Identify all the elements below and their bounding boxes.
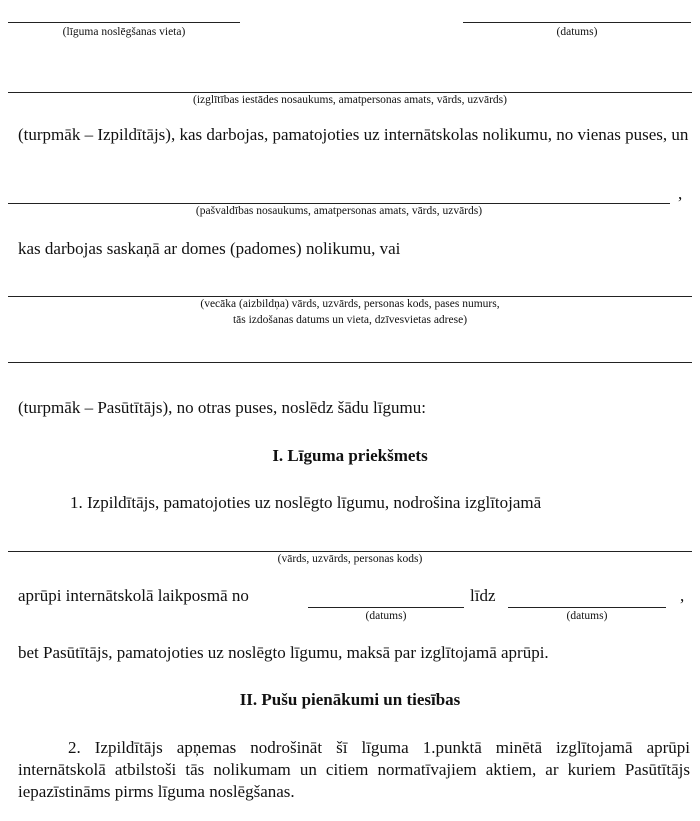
parent-line[interactable]: [8, 296, 692, 297]
place-caption: (līguma noslēgšanas vieta): [62, 26, 186, 38]
date-from-caption: (datums): [365, 610, 407, 622]
parent-caption-line1: (vecāka (aizbildņa) vārds, uzvārds, personas kods, pases numurs,: [200, 298, 500, 310]
point-2-paragraph: [18, 737, 690, 803]
section-2-heading: II. Pušu pienākumi un tiesības: [239, 690, 461, 709]
municipality-caption: (pašvaldības nosaukums, amatpersonas amats, vārds, uzvārds): [195, 205, 483, 217]
executor-paragraph: (turpmāk – Izpildītājs), kas darbojas, pamatojoties uz internātskolas nolikumu, no vienas puses, un: [18, 125, 689, 144]
customer-text: (turpmāk – Pasūtītājs), no otras puses, noslēdz šādu līgumu:: [18, 398, 426, 417]
point-1-text: 1. Izpildītājs, pamatojoties uz noslēgto līgumu, nodrošina izglītojamā: [70, 493, 542, 512]
comma-after-dates: ,: [680, 586, 685, 605]
pupil-caption: (vārds, uzvārds, personas kods): [277, 553, 423, 565]
parent-address-line[interactable]: [8, 362, 692, 363]
pupil-line[interactable]: [8, 551, 692, 552]
council-text: kas darbojas saskaņā ar domes (padomes) nolikumu, vai: [18, 239, 401, 258]
payment-text: bet Pasūtītājs, pamatojoties uz noslēgto līgumu, maksā par izglītojamā aprūpi.: [18, 643, 549, 662]
date-to-caption: (datums): [566, 610, 608, 622]
date-top-line[interactable]: [463, 22, 691, 23]
municipality-line[interactable]: [8, 203, 670, 204]
institution-line[interactable]: [8, 92, 692, 93]
date-to-line[interactable]: [508, 607, 666, 608]
comma-after-municipality: ,: [678, 184, 683, 203]
point-2-text: 2. Izpildītājs apņemas nodrošināt šī līguma 1.punktā minētā izglītojamā aprūpi internātskolā atbilstoši tās nolikumam un citiem normatīvajiem aktiem, ar kuriem Pasūtītājs iepazīstināms pirms līguma noslēgšanas.: [18, 738, 690, 801]
care-from-text: aprūpi internātskolā laikposmā no: [18, 586, 249, 605]
date-from-line[interactable]: [308, 607, 464, 608]
parent-caption-line2: tās izdošanas datums un vieta, dzīvesvietas adrese): [232, 314, 468, 326]
care-until-text: līdz: [470, 586, 496, 605]
date-top-caption: (datums): [556, 26, 598, 38]
institution-caption: (izglītības iestādes nosaukums, amatpersonas amats, vārds, uzvārds): [193, 94, 507, 106]
section-1-heading: I. Līguma priekšmets: [272, 446, 428, 465]
place-line[interactable]: [8, 22, 240, 23]
